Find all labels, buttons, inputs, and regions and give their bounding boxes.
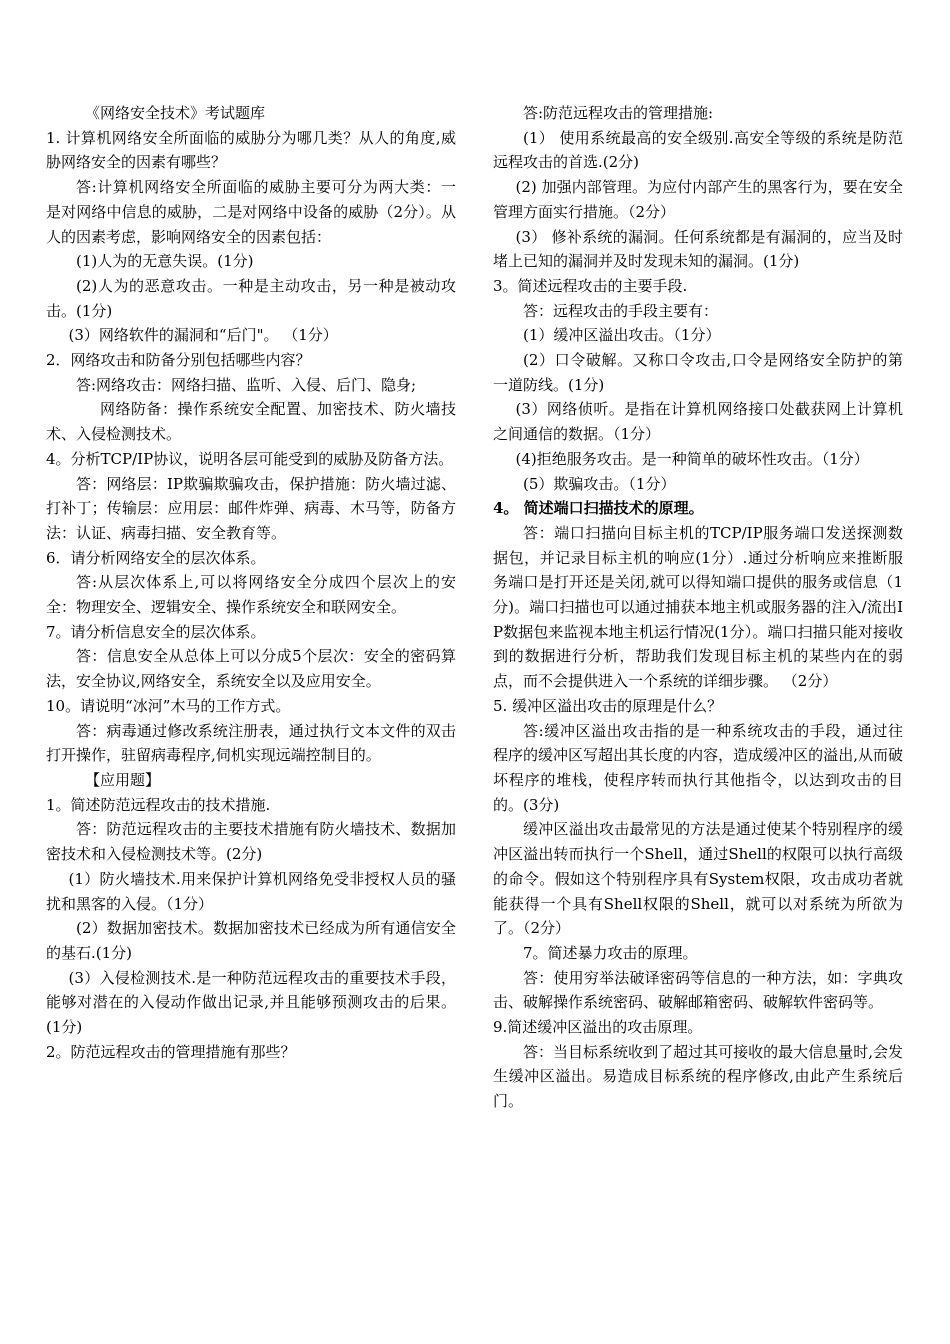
- section-heading: 【应用题】: [85, 770, 161, 789]
- answer: 答：信息安全从总体上可以分成5个层次：安全的密码算法，安全协议,网络安全，系统安全以及应用安全。: [46, 647, 456, 691]
- answer: 答:防范远程攻击的管理措施:: [523, 104, 714, 122]
- answer: 答:网络攻击：网络扫描、监听、入侵、后门、隐身;: [76, 375, 417, 394]
- answer-item: (3） 修补系统的漏洞。任何系统都是有漏洞的，应当及时堵上已知的漏洞并及时发现未知的漏洞。(1分): [493, 227, 903, 271]
- answer: 答：网络层：IP欺骗欺骗攻击，保护措施：防火墙过滤、打补丁；传输层：应用层：邮件炸弹、病毒、木马等，防备方法：认证、病毒扫描、安全教育等。: [46, 474, 456, 542]
- answer: 缓冲区溢出攻击最常见的方法是通过使某个特别程序的缓冲区溢出转而执行一个Shell，通过Shell的权限可以执行高级的命令。假如这个特别程序具有System权限，攻击成功者就能获得一个具有Shell权限的Shell，就可以对系统为所欲为了。（2分）: [493, 820, 903, 938]
- answer: 答：病毒通过修改系统注册表，通过执行文本文件的双击打开操作，驻留病毒程序,伺机实现远端控制目的。: [46, 721, 456, 765]
- left-column: [46, 101, 456, 1064]
- document-title: 《网络安全技术》考试题库: [85, 104, 266, 122]
- answer-item: (1）防火墙技术.用来保护计算机网络免受非授权人员的骚扰和黑客的入侵。（1分）: [46, 869, 456, 913]
- question: 2．网络攻击和防备分别包括哪些内容？: [46, 351, 311, 370]
- question: 9.简述缓冲区溢出的攻击原理。: [493, 1018, 703, 1037]
- question-bold: 4。 简述端口扫描技术的原理。: [493, 499, 704, 518]
- answer: 答：防范远程攻击的主要技术措施有防火墙技术、数据加密技术和入侵检测技术等。(2分): [46, 820, 456, 864]
- answer-item: (3）网络侦听。是指在计算机网络接口处截获网上计算机之间通信的数据。（1分）: [493, 400, 903, 444]
- answer: 答：端口扫描向目标主机的TCP/IP服务端口发送探测数据包，并记录目标主机的响应(1分）.通过分析响应来推断服务端口是打开还是关闭,就可以得知端口提供的服务或信息（1分)。端口扫描也可以通过捕获本地主机或服务器的注入/流出IP数据包来监视本地主机运行情况(1分）。端口扫描只能对接收到的数据进行分析，帮助我们发现目标主机的某些内在的弱点，而不会提供进入一个系统的详细步骤。 （2分）: [493, 523, 903, 691]
- answer: 答:计算机网络安全所面临的威胁主要可分为两大类：一是对网络中信息的威胁，二是对网络中设备的威胁（2分）。从人的因素考虑，影响网络安全的因素包括：: [46, 178, 456, 246]
- answer-item: (1）缓冲区溢出攻击。（1分）: [523, 326, 721, 345]
- answer-item: (2）数据加密技术。数据加密技术已经成为所有通信安全的基石.(1分): [46, 919, 456, 962]
- answer-item: (4)拒绝服务攻击。是一种简单的破坏性攻击。（1分）: [515, 449, 869, 468]
- question: 10。请说明“冰河”木马的工作方式。: [46, 696, 291, 715]
- answer: 答:从层次体系上,可以将网络安全分成四个层次上的安全：物理安全、逻辑安全、操作系统安全和联网安全。: [46, 573, 456, 617]
- question: 6．请分析网络安全的层次体系。: [46, 548, 266, 567]
- answer: 答:缓冲区溢出攻击指的是一种系统攻击的手段，通过往程序的缓冲区写超出其长度的内容，造成缓冲区的溢出,从而破坏程序的堆栈，使程序转而执行其他指令，以达到攻击的目的。(3分): [493, 721, 903, 814]
- answer-item: (5）欺骗攻击。（1分）: [523, 474, 676, 493]
- answer-item: (1)人为的无意失误。(1分): [76, 252, 254, 271]
- answer: 网络防备：操作系统安全配置、加密技术、防火墙技术、入侵检测技术。: [46, 400, 456, 444]
- answer-item: (2)人为的恶意攻击。一种是主动攻击，另一种是被动攻击。(1分): [46, 276, 456, 320]
- question: 5. 缓冲区溢出攻击的原理是什么？: [493, 696, 723, 715]
- right-column: [493, 101, 903, 1114]
- answer-item: (2）口令破解。又称口令攻击,口令是网络安全防护的第一道防线。(1分): [493, 351, 903, 394]
- question: 7。简述暴力攻击的原理。: [523, 943, 698, 962]
- answer: 答：远程攻击的手段主要有：: [523, 301, 719, 320]
- answer: 答：使用穷举法破译密码等信息的一种方法，如：字典攻击、破解操作系统密码、破解邮箱密码、破解软件密码等。: [493, 968, 903, 1012]
- answer-item: (3）入侵检测技术.是一种防范远程攻击的重要技术手段，能够对潜在的入侵动作做出记录,并且能够预测攻击的后果。(1分): [46, 968, 456, 1037]
- question: 7。请分析信息安全的层次体系。: [46, 622, 266, 641]
- answer-item: (3）网络软件的漏洞和“后门"。 （1分）: [68, 326, 338, 345]
- answer: 答：当目标系统收到了超过其可接收的最大信息量时,会发生缓冲区溢出。易造成目标系统的程序修改,由此产生系统后门。: [493, 1042, 903, 1111]
- question: 1。简述防范远程攻击的技术措施.: [46, 795, 271, 814]
- question: 4。分析TCP/IP协议，说明各层可能受到的威胁及防备方法。: [46, 449, 454, 468]
- question: 2。防范远程攻击的管理措施有那些？: [46, 1042, 296, 1061]
- answer-item: (2) 加强内部管理。为应付内部产生的黑客行为，要在安全管理方面实行措施。（2分）: [493, 178, 903, 221]
- answer-item: (1） 使用系统最高的安全级别.高安全等级的系统是防范远程攻击的首选.(2分): [493, 128, 903, 172]
- question: 3。简述远程攻击的主要手段.: [493, 276, 688, 295]
- question: 1. 计算机网络安全所面临的威胁分为哪几类？从人的角度,威胁网络安全的因素有哪些？: [46, 128, 456, 172]
